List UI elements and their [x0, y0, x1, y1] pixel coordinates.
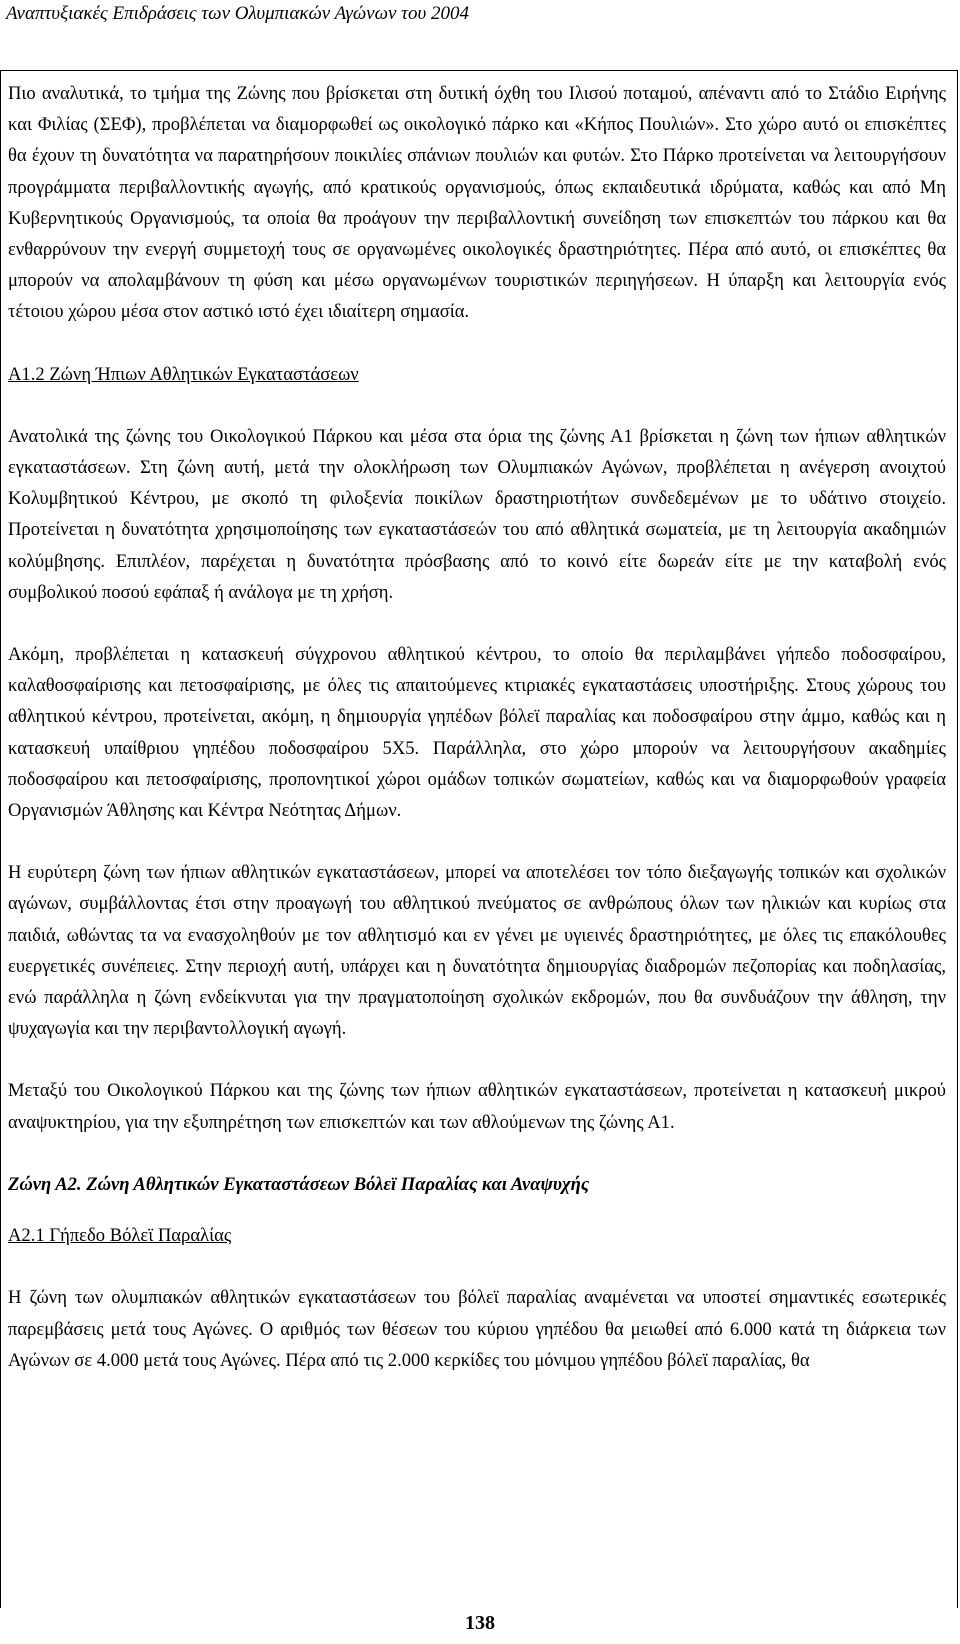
section-heading-zone-a2: Ζώνη Α2. Ζώνη Αθλητικών Εγκαταστάσεων Βόλεϊ Παραλίας και Αναψυχής — [8, 1173, 590, 1195]
paragraph-sports-center: Ακόμη, προβλέπεται η κατασκευή σύγχρονου αθλητικού κέντρου, το οποίο θα περιλαμβάνει γήπεδο ποδοσφαίρου, καλαθοσφαίρισης και πετοσφαίρισης, με όλες τις απαιτούμενες κτιριακές εγκαταστάσεις υποστήριξης. Στους χώρους του αθλητικού κέντρου, προτείνεται, ακόμη, η δημιουργία γηπέδων βόλεϊ παραλίας και ποδοσφαίρου στην άμμο, καθώς και η κατασκευή υπαίθριου γηπέδου ποδοσφαίρου 5Χ5. Παράλληλα, στο χώρο μπορούν να λειτουργήσουν ακαδημίες ποδοσφαίρου και πετοσφαίρισης, προπονητικοί χώροι ομάδων τοπικών σωματείων, καθώς και να διαμορφωθούν γραφεία Οργανισμών Άθλησης και Κέντρα Νεότητας Δήμων. — [8, 644, 946, 822]
paragraph-spacer — [8, 826, 946, 857]
paragraph-spacer — [8, 390, 946, 421]
paragraph-spacer — [8, 1138, 946, 1169]
paragraph-spacer — [8, 1200, 946, 1220]
paragraph-spacer — [8, 1044, 946, 1075]
paragraph-beach-volley: Η ζώνη των ολυμπιακών αθλητικών εγκαταστάσεων του βόλεϊ παραλίας αναμένεται να υποστεί σημαντικές εσωτερικές παρεμβάσεις μετά τους Αγώνες. Ο αριθμός των θέσεων του κύριου γηπέδου θα μειωθεί από 6.000 κατά τη διάρκεια των Αγώνων σε 4.000 μετά τους Αγώνες. Πέρα από τις 2.000 κερκίδες του μόνιμου γηπέδου βόλεϊ παραλίας, θα — [8, 1287, 946, 1371]
paragraph-refreshment-stand: Μεταξύ του Οικολογικού Πάρκου και της ζώνης των ήπιων αθλητικών εγκαταστάσεων, προτείνεται η κατασκευή μικρού αναψυκτηρίου, για την εξυπηρέτηση των επισκεπτών και των αθλούμενων της ζώνης Α1. — [8, 1080, 946, 1133]
running-header: Αναπτυξιακές Επιδράσεις των Ολυμπιακών Αγώνων του 2004 — [6, 3, 469, 24]
paragraph-swimming-center: Ανατολικά της ζώνης του Οικολογικού Πάρκου και μέσα στα όρια της ζώνης Α1 βρίσκεται η ζώνη των ήπιων αθλητικών εγκαταστάσεων. Στη ζώνη αυτή, μετά την ολοκλήρωση των Ολυμπιακών Αγώνων, προβλέπεται η ανέγερση ανοιχτού Κολυμβητικού Κέντρου, με σκοπό τη φιλοξενία ποικίλων δραστηριοτήτων συνδεδεμένων με το υδάτινο στοιχείο. Προτείνεται η δυνατότητα χρησιμοποίησης των εγκαταστάσεών του από αθλητικά σωματεία, με τη λειτουργία ακαδημιών κολύμβησης. Επιπλέον, παρέχεται η δυνατότητα πρόσβασης από το κοινό είτε δωρεάν είτε με την καταβολή ενός συμβολικού ποσού εφάπαξ ή ανάλογα με τη χρήση. — [8, 425, 946, 603]
page-number: 138 — [465, 1612, 495, 1634]
document-body — [8, 78, 946, 1376]
paragraph-spacer — [8, 608, 946, 639]
paragraph-wider-zone: Η ευρύτερη ζώνη των ήπιων αθλητικών εγκαταστάσεων, μπορεί να αποτελέσει τον τόπο διεξαγωγής τοπικών και σχολικών αγώνων, συμβάλλοντας έτσι στην προαγωγή του αθλητικού πνεύματος σε ανθρώπους όλων των ηλικιών και κυρίως στα παιδιά, ωθώντας τα να ενασχοληθούν με τον αθλητισμό και εν γένει με υγιεινές δραστηριότητες, με όλες τις επακόλουθες ευεργετικές συνέπειες. Στην περιοχή αυτή, υπάρχει και η δυνατότητα δημιουργίας διαδρομών πεζοπορίας και ποδηλασίας, ενώ παράλληλα η ζώνη ενδείκνυται για την πραγματοποίηση σχολικών εκδρομών, που θα συνδυάζουν την άθληση, την ψυχαγωγία και την περιβαντολλογική αγωγή. — [8, 862, 946, 1040]
section-heading-a1-2: Α1.2 Ζώνη Ήπιων Αθλητικών Εγκαταστάσεων — [8, 363, 359, 385]
paragraph-spacer — [8, 328, 946, 359]
paragraph-ecological-park: Πιο αναλυτικά, το τμήμα της Ζώνης που βρίσκεται στη δυτική όχθη του Ιλισού ποταμού, απέναντι από το Στάδιο Ειρήνης και Φιλίας (ΣΕΦ), προβλέπεται να διαμορφωθεί ως οικολογικό πάρκο και «Κήπος Πουλιών». Στο χώρο αυτό οι επισκέπτες θα έχουν τη δυνατότητα να παρατηρήσουν ποικιλίες σπάνιων πουλιών και φυτών. Στο Πάρκο προτείνεται να λειτουργήσουν προγράμματα περιβαλλοντικής αγωγής, από κρατικούς οργανισμούς, όπως εκπαιδευτικά ιδρύματα, καθώς και από Μη Κυβερνητικούς Οργανισμούς, τα οποία θα προάγουν την περιβαλλοντική συνείδηση των επισκεπτών του πάρκου και θα ενθαρρύνουν την ενεργή συμμετοχή τους σε οργανωμένες οικολογικές δραστηριότητες. Πέρα από αυτό, οι επισκέπτες θα μπορούν να απολαμβάνουν τη φύση και μέσω οργανωμένων τουριστικών περιηγήσεων. Η ύπαρξη και λειτουργία ενός τέτοιου χώρου μέσα στον αστικό ιστό έχει ιδιαίτερη σημασία. — [8, 83, 946, 323]
paragraph-spacer — [8, 1251, 946, 1282]
section-heading-a2-1: Α2.1 Γήπεδο Βόλεϊ Παραλίας — [8, 1225, 232, 1247]
